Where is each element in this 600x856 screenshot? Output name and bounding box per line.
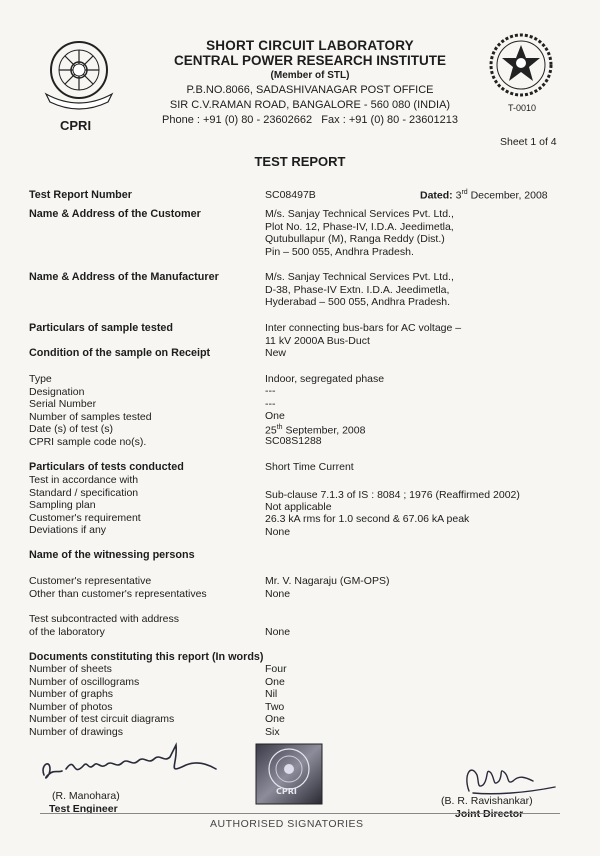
phone-fax: Phone : +91 (0) 80 - 23602662 Fax : +91 (0) 80 - 23601213 [162,114,458,126]
cpri-logo-label: CPRI [60,118,92,133]
left-signatory-name: (R. Manohara) [52,790,120,802]
customer-address: M/s. Sanjay Technical Services Pvt. Ltd., Plot No. 12, Phase-IV, I.D.A. Jeedimetla, Qutubullapur (M), Ranga Reddy (Dist.) Pin – 500 055, Andhra Pradesh. [265,208,454,258]
report-number: SC08497B [265,189,316,201]
accreditation-code: T-0010 [508,103,537,113]
tests-details-labels: Test in accordance with Standard / specification Sampling plan Customer's requirement Deviations if any [29,474,141,536]
documents-values: Four One Nil Two One Six [265,663,287,738]
subcontract-label: Test subcontracted with address of the laboratory [29,613,179,638]
member-note: (Member of STL) [270,70,350,81]
sheet-number: Sheet 1 of 4 [500,136,557,148]
sampling-value: Not applicable [265,501,332,513]
accreditation-logo [486,30,556,100]
tests-value: Short Time Current [265,461,354,473]
sample-type: Indoor, segregated phase [265,373,385,385]
right-signatory-title: Joint Director [455,808,524,820]
customer-representative: Mr. V. Nagaraju (GM-OPS) [265,575,390,587]
standard-value: Sub-clause 7.1.3 of IS : 8084 ; 1976 (Reaffirmed 2002) [265,489,520,501]
deviations-value: None [265,526,291,538]
report-number-label: Test Report Number [29,189,132,201]
page-title: TEST REPORT [254,154,346,169]
manufacturer-label: Name & Address of the Manufacturer [29,271,219,283]
address-line-2: SIR C.V.RAMAN ROAD, BANGALORE - 560 080 (INDIA) [169,99,451,111]
serial-number-value: --- [265,398,276,410]
cpri-emblem-logo [40,34,118,112]
subcontract-value: None [265,626,291,638]
authorised-signatories: AUTHORISED SIGNATORIES [210,818,364,830]
witness-label: Name of the witnessing persons [29,549,195,561]
left-signatory-title: Test Engineer [49,803,118,815]
letterhead [140,38,480,128]
left-signature [36,735,226,795]
documents-labels: Number of sheets Number of oscillograms Number of graphs Number of photos Number of test circuit diagrams Number of drawings [29,663,175,738]
documents-label: Documents constituting this report (In words) [29,651,264,663]
right-signatory-name: (B. R. Ravishankar) [441,795,533,807]
report-date: Dated: 3rd December, 2008 [420,189,548,202]
sample-description: Inter connecting bus-bars for AC voltage – 11 kV 2000A Bus-Duct [265,322,462,347]
other-representatives: None [265,588,291,600]
footer-divider [40,813,560,814]
right-signature [455,755,565,800]
condition-value: New [265,347,287,359]
sample-code: SC08S1288 [265,435,322,447]
sample-details-labels: Type Designation Serial Number Number of samples tested Date (s) of test (s) CPRI sample code no(s). [29,373,152,448]
manufacturer-address: M/s. Sanjay Technical Services Pvt. Ltd., D-38, Phase-IV Extn. I.D.A. Jeedimetla, Hyderabad – 500 055, Andhra Pradesh. [265,271,454,308]
requirement-value: 26.3 kA rms for 1.0 second & 67.06 kA peak [265,513,470,525]
institute-name: CENTRAL POWER RESEARCH INSTITUTE [173,53,446,68]
condition-label: Condition of the sample on Receipt [29,347,211,359]
test-date: 25th September, 2008 [265,424,366,437]
samples-count: One [265,410,285,422]
lab-name: SHORT CIRCUIT LABORATORY [206,38,414,53]
witness-labels: Customer's representative Other than customer's representatives [29,575,207,600]
sample-label: Particulars of sample tested [29,322,174,334]
tests-label: Particulars of tests conducted [29,461,184,473]
hologram-label: CPRI [276,787,297,796]
designation-value: --- [265,385,276,397]
address-line-1: P.B.NO.8066, SADASHIVANAGAR POST OFFICE [186,84,434,96]
customer-label: Name & Address of the Customer [29,208,201,220]
